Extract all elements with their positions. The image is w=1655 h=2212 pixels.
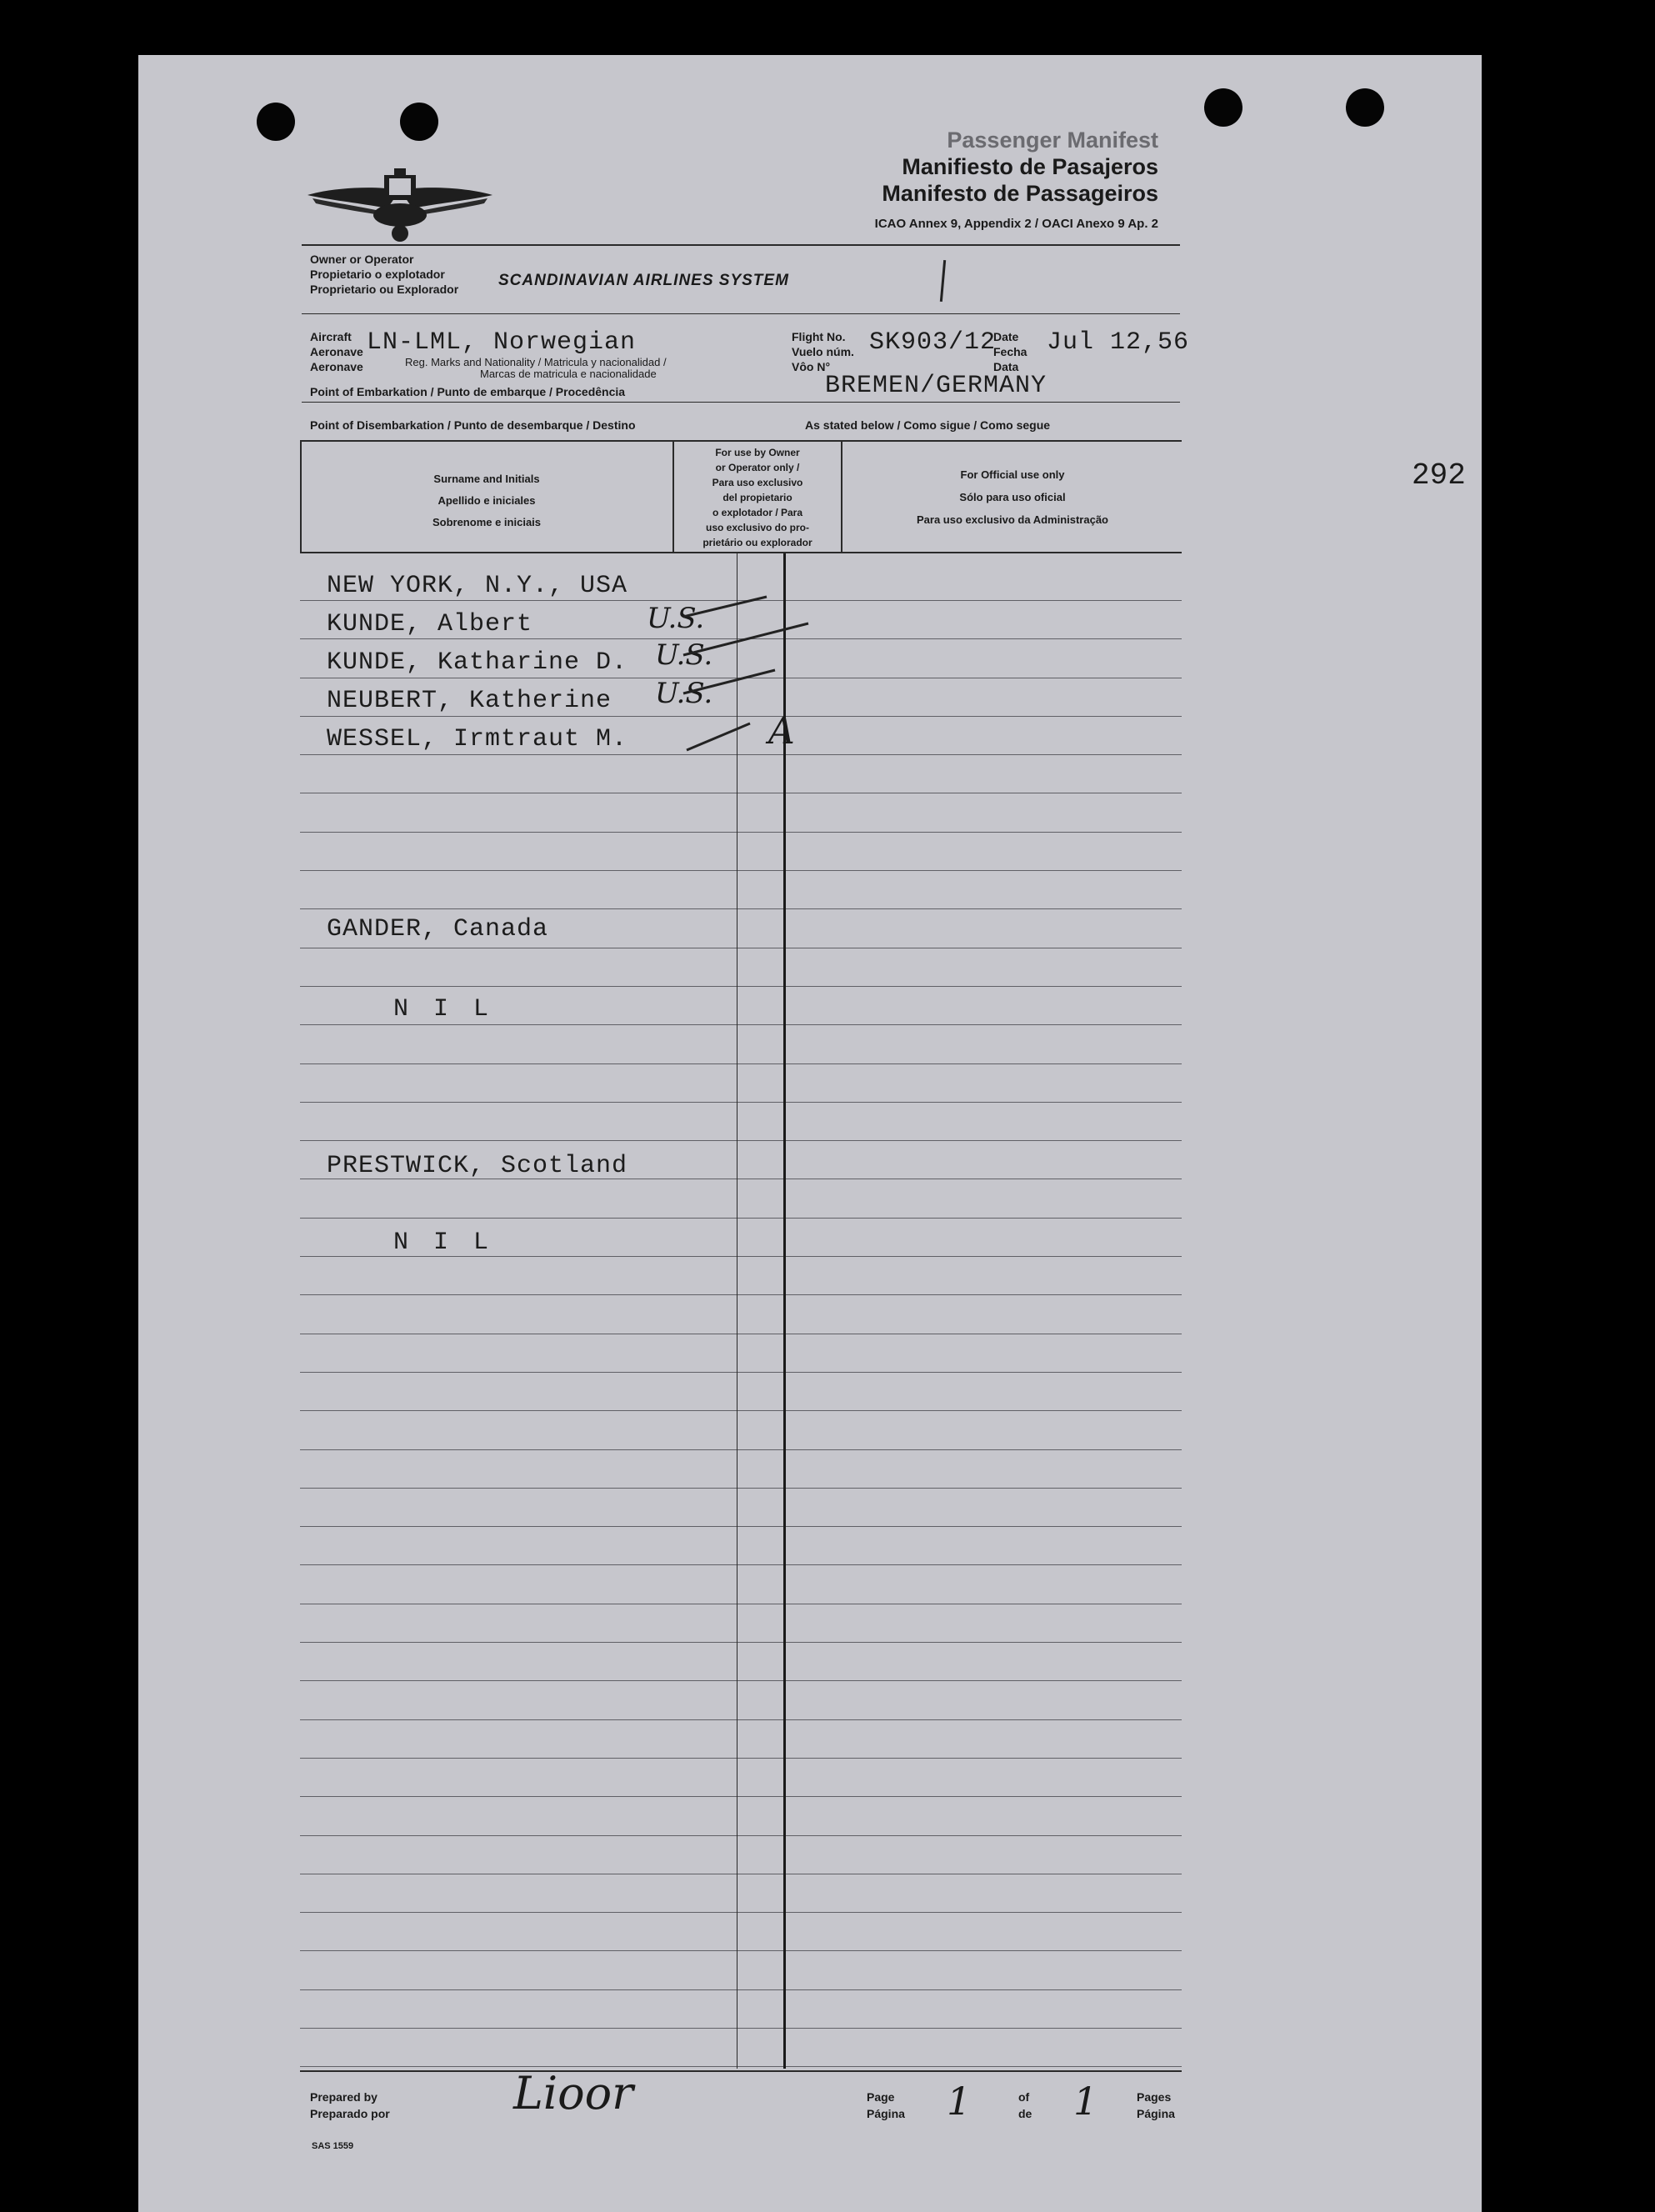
title-en: Passenger Manifest [947, 128, 1158, 153]
ledger-rule [300, 1063, 1182, 1064]
col-surname-pt: Sobrenome e iniciais [432, 516, 542, 528]
handwritten-strokes [650, 583, 817, 767]
ledger-rule [300, 1719, 1182, 1720]
ledger-rule [300, 1912, 1182, 1913]
icao-reference: ICAO Annex 9, Appendix 2 / OACI Anexo 9 Ap. 2 [874, 217, 1158, 231]
of-label-es: de [1018, 2107, 1032, 2120]
entry-city-gander: GANDER, Canada [327, 915, 549, 943]
punch-hole [257, 103, 295, 141]
date-label-pt: Data [993, 360, 1019, 373]
col-owner-line-4: del propietario [722, 492, 792, 503]
reg-marks-label-pt: Marcas de matricula e nacionalidade [480, 368, 657, 380]
entry-city-prestwick: PRESTWICK, Scotland [327, 1152, 628, 1180]
manifest-sheet [138, 55, 1482, 2212]
flight-number: SK903/12 [869, 328, 997, 357]
ledger-rule [300, 832, 1182, 833]
disembarkation-label: Point of Disembarkation / Punto de desembarque / Destino [310, 418, 636, 432]
ledger-rule [300, 1372, 1182, 1373]
aircraft-label-pt: Aeronave [310, 360, 363, 373]
owner-label-es: Propietario o explotador [310, 268, 445, 281]
date-label-es: Fecha [993, 345, 1028, 358]
ledger-rule [300, 1564, 1182, 1565]
sas-logo-icon [304, 167, 496, 243]
page-number: 292 [1412, 458, 1466, 493]
ledger-rule [300, 908, 1182, 909]
page-label-es: Página [867, 2107, 905, 2120]
punch-hole [1346, 88, 1384, 127]
owner-label-en: Owner or Operator [310, 253, 414, 266]
ledger-rule [300, 1488, 1182, 1489]
ledger-rule [300, 1950, 1182, 1951]
ledger-rule [300, 1835, 1182, 1836]
aircraft-label-en: Aircraft [310, 330, 352, 343]
col-owner-line-6: uso exclusivo do pro- [705, 522, 810, 533]
col-official-es: Sólo para uso oficial [959, 491, 1066, 503]
entry-passenger: WESSEL, Irmtraut M. [327, 725, 628, 753]
col-owner-line-2: or Operator only / [715, 462, 800, 473]
flight-label-es: Vuelo núm. [792, 345, 854, 358]
entry-passenger: KUNDE, Katharine D. [327, 648, 628, 677]
ledger-rule [300, 1449, 1182, 1450]
ledger-rule [300, 2066, 1182, 2067]
date-label-en: Date [993, 330, 1019, 343]
ledger-rule [300, 1294, 1182, 1295]
ledger-rule [300, 1680, 1182, 1681]
prepared-by-label: Prepared by [310, 2090, 378, 2104]
ledger-rule [300, 1410, 1182, 1411]
ledger-rule [300, 1102, 1182, 1103]
page-label: Page [867, 2090, 895, 2104]
reg-marks-label: Reg. Marks and Nationality / Matricula y nacionalidad / [405, 356, 667, 368]
ledger-rule [300, 1796, 1182, 1797]
ledger-rule [300, 1140, 1182, 1141]
ledger-rule [300, 1218, 1182, 1219]
pages-label-es: Página [1137, 2107, 1175, 2120]
entry-nil: N I L [393, 995, 494, 1023]
entry-passenger: NEUBERT, Katherine [327, 687, 612, 715]
embarkation-value: BREMEN/GERMANY [825, 372, 1048, 400]
ledger-rule [300, 1989, 1182, 1990]
entry-nil: N I L [393, 1229, 494, 1257]
handwritten-mark: U.S. [655, 638, 713, 672]
ledger-rule [300, 1642, 1182, 1643]
embarkation-label: Point of Embarkation / Punto de embarque / Procedência [310, 385, 626, 398]
ledger-rule [300, 986, 1182, 987]
col-surname-es: Apellido e iniciales [438, 494, 536, 507]
col-official-en: For Official use only [960, 468, 1065, 481]
col-owner-line-1: For use by Owner [715, 447, 800, 458]
as-stated-label: As stated below / Como sigue / Como segue [805, 418, 1051, 432]
prepared-by-label-es: Preparado por [310, 2107, 390, 2120]
of-label: of [1018, 2090, 1030, 2104]
ledger-rule [300, 2028, 1182, 2029]
handwritten-mark: A [768, 710, 795, 753]
handwritten-mark: U.S. [655, 677, 713, 710]
flight-date: Jul 12,56 [1047, 328, 1190, 357]
punch-hole [1204, 88, 1242, 127]
col-owner-line-7: prietário ou explorador [702, 537, 812, 548]
col-surname-en: Surname and Initials [433, 473, 540, 485]
owner-label-pt: Proprietario ou Explorador [310, 283, 459, 296]
title-pt: Manifesto de Passageiros [882, 181, 1158, 206]
aircraft-label-es: Aeronave [310, 345, 363, 358]
entry-city-newyork: NEW YORK, N.Y., USA [327, 572, 628, 600]
ledger-rule [300, 1526, 1182, 1527]
col-owner-line-3: Para uso exclusivo [712, 477, 803, 488]
flight-label-pt: Vôo N° [792, 360, 831, 373]
entry-passenger: KUNDE, Albert [327, 610, 533, 638]
operator-name: SCANDINAVIAN AIRLINES SYSTEM [498, 272, 789, 289]
title-es: Manifiesto de Pasajeros [902, 154, 1158, 179]
pages-label: Pages [1137, 2090, 1172, 2104]
aircraft-value: LN-LML, Norwegian [367, 328, 637, 357]
form-code: SAS 1559 [312, 2141, 354, 2151]
flight-label-en: Flight No. [792, 330, 846, 343]
ledger-rule [300, 1758, 1182, 1759]
pages-total-value: 1 [1073, 2079, 1098, 2124]
col-official-pt: Para uso exclusivo da Administração [917, 513, 1108, 526]
preparer-signature: Lioor [513, 2067, 633, 2119]
col-owner-line-5: o explotador / Para [712, 507, 803, 518]
ledger-rule [300, 870, 1182, 871]
page-value: 1 [947, 2079, 972, 2124]
handwritten-mark: U.S. [647, 602, 705, 635]
punch-hole [400, 103, 438, 141]
ledger-rule [300, 1024, 1182, 1025]
